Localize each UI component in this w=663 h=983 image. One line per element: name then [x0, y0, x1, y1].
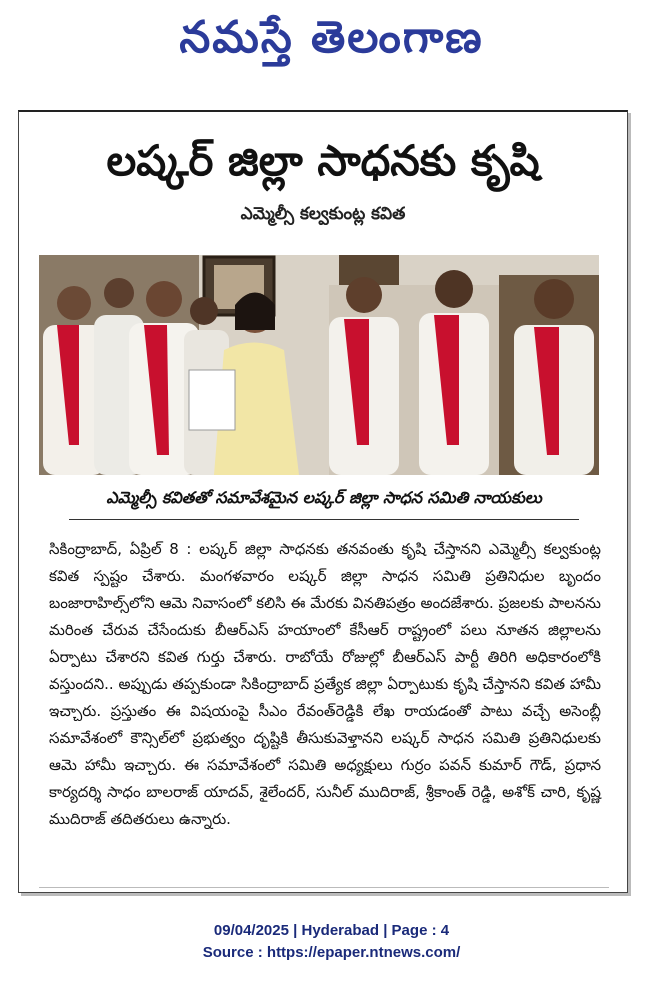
photo-caption: ఎమ్మెల్సీ కవితతో సమావేశమైన లష్కర్ జిల్లా సాధన సమితి నాయకులు: [69, 488, 579, 520]
footer-date-line: 09/04/2025 | Hyderabad | Page : 4: [213, 922, 450, 939]
byline: ఎమ్మెల్సీ కల్వకుంట్ల కవిత: [240, 204, 406, 224]
article-body: సికింద్రాబాద్, ఏప్రిల్ 8 : లష్కర్ జిల్లా సాధనకు తనవంతు కృషి చేస్తానని ఎమ్మెల్సీ కల్వకుంట్ల కవిత స్పష్టం చేశారు. మంగళవారం లష్కర్ జిల్లా సాధన సమితి ప్రతినిధుల బృందం బంజారాహిల్స్‌లోని ఆమె నివాసంలో కలిసి ఈ మేరకు వినతిపత్రం అందజేశారు. ప్రజలకు పాలనను మరింత చేరువ చేసేందుకు బీఆర్ఎస్ హయాంలో కేసీఆర్ రాష్ట్రంలో పలు నూతన జిల్లాలను ఏర్పాటు చేశారని కవిత గుర్తు చేశారు. రాబోయే రోజుల్లో బీఆర్ఎస్ పార్టీ తిరిగి అధికారంలోకి వస్తుందని.. అప్పుడు తప్పకుండా సికింద్రాబాద్ ప్రత్యేక జిల్లా ఏర్పాటుకు కృషి చేస్తానని కవిత హామీ ఇచ్చారు. ప్రస్తుతం ఈ విషయంపై సీఎం రేవంత్‌రెడ్డికి లేఖ రాయడంతో పాటు వచ్చే అసెంబ్లీ సమావేశంలో కౌన్సిల్‌లో ప్రభుత్వం దృష్టికి తీసుకువెళ్తానని లష్కర్ సాధన సమితి ప్రతినిధులకు ఆమె హామీ ఇచ్చారు. ఈ సమావేశంలో సమితి అధ్యక్షులు గుర్రం పవన్ కుమార్ గౌడ్, ప్రధాన కార్యదర్శి సాధం బాలరాజ్ యాదవ్, శైలేందర్, సునీల్ ముదిరాజ్, శ్రీకాంత్ రెడ్డి, అశోక్ చారి, కృష్ణ ముదిరాజ్ తదితరులు ఉన్నారు.: [49, 540, 601, 828]
news-photo: [39, 255, 599, 475]
headline: లష్కర్ జిల్లా సాధనకు కృషి: [106, 136, 540, 185]
news-article: [18, 110, 628, 893]
footer-source-line: Source : https://epaper.ntnews.com/: [202, 944, 461, 961]
group-photo-illustration: [39, 255, 599, 475]
bottom-rule: [39, 887, 609, 888]
masthead-title: నమస్తే తెలంగాణ: [179, 12, 484, 63]
